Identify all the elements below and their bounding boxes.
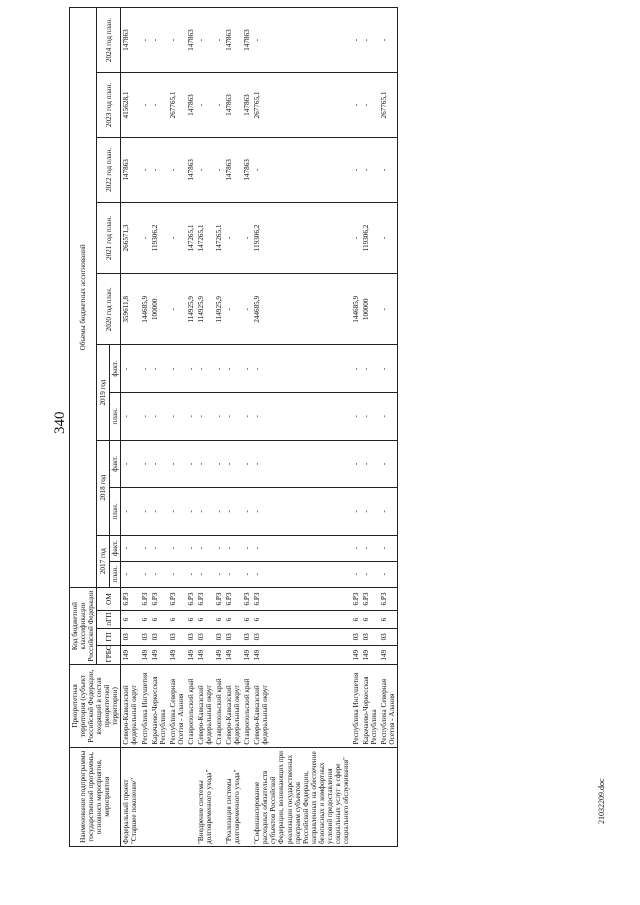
cell-om: 6.Р3 [186, 587, 196, 611]
cell-gp: 03 [121, 628, 140, 645]
cell-territory: Ставропольский край [186, 665, 196, 747]
cell-om: 6.Р3 [252, 587, 351, 611]
header-2017: 2017 год [97, 535, 110, 587]
header-2018-fact: факт. [110, 440, 121, 488]
cell-grbs: 149 [242, 645, 252, 664]
cell-territory: Республика Ингушетия [140, 665, 150, 747]
cell-v2022: - [196, 137, 214, 202]
table-row [214, 8, 224, 847]
header-2024: 2024 год план. [97, 8, 121, 73]
cell-om: 6.Р3 [214, 587, 224, 611]
cell-v2021: - [379, 202, 398, 273]
cell-v2021: 119306,2 [361, 202, 379, 273]
cell-v2024: - [140, 8, 150, 73]
cell-v2020: 114925,9 [186, 274, 196, 345]
cell-v2021: 119306,2 [252, 202, 351, 273]
cell-p2017: - [121, 561, 140, 587]
cell-name [242, 747, 252, 846]
cell-grbs: 149 [186, 645, 196, 664]
cell-p2019: - [361, 393, 379, 441]
cell-grbs: 149 [379, 645, 398, 664]
cell-gp: 03 [150, 628, 168, 645]
table-row [252, 8, 351, 847]
cell-f2017: - [150, 535, 168, 561]
cell-pgp: 6 [121, 611, 140, 628]
cell-v2023: - [140, 73, 150, 138]
cell-p2017: - [168, 561, 186, 587]
cell-f2018: - [121, 440, 140, 488]
cell-f2018: - [196, 440, 214, 488]
cell-territory: Республика Северная Осетия - Алания [168, 665, 186, 747]
cell-om: 6.Р3 [351, 587, 361, 611]
cell-gp: 03 [224, 628, 242, 645]
cell-f2018: - [140, 440, 150, 488]
cell-pgp: 6 [196, 611, 214, 628]
cell-name: "Софинансирование расходных обязательств субъектов Российской Федерации, возникающих при реализации государственных программ субъектов Российской Федерации, направленных на обеспечение безопасных и комфортных условий предоставления социальных услуг в сфере социального обслуживания" [252, 747, 351, 846]
header-grbs: ГРБС [97, 645, 121, 664]
cell-f2019: - [252, 345, 351, 393]
table-row [186, 8, 196, 847]
cell-name [150, 747, 168, 846]
cell-v2020: - [224, 274, 242, 345]
cell-p2018: - [224, 488, 242, 536]
cell-name [140, 747, 150, 846]
cell-f2018: - [252, 440, 351, 488]
cell-territory: Карачаево-Черкесская Республика [150, 665, 168, 747]
cell-p2018: - [379, 488, 398, 536]
cell-v2020: - [242, 274, 252, 345]
cell-v2020: 144685,9 [140, 274, 150, 345]
cell-territory: Северо-Кавказский федеральный округ [121, 665, 140, 747]
header-2023: 2023 год план. [97, 73, 121, 138]
cell-v2024: 147863 [242, 8, 252, 73]
cell-grbs: 149 [252, 645, 351, 664]
table-row [242, 8, 252, 847]
cell-f2019: - [140, 345, 150, 393]
cell-v2022: - [168, 137, 186, 202]
cell-gp: 03 [252, 628, 351, 645]
cell-v2023: 147863 [186, 73, 196, 138]
cell-gp: 03 [196, 628, 214, 645]
cell-v2024: - [196, 8, 214, 73]
cell-grbs: 149 [214, 645, 224, 664]
cell-om: 6.Р3 [224, 587, 242, 611]
cell-p2018: - [361, 488, 379, 536]
cell-p2017: - [140, 561, 150, 587]
header-om: ОМ [97, 587, 121, 611]
cell-v2021: - [140, 202, 150, 273]
cell-v2024: - [150, 8, 168, 73]
cell-gp: 03 [186, 628, 196, 645]
cell-f2019: - [121, 345, 140, 393]
cell-p2019: - [150, 393, 168, 441]
cell-pgp: 6 [214, 611, 224, 628]
header-pgp: пГП [97, 611, 121, 628]
cell-f2017: - [121, 535, 140, 561]
cell-p2017: - [186, 561, 196, 587]
cell-v2020: 100000 [150, 274, 168, 345]
cell-p2017: - [214, 561, 224, 587]
cell-p2019: - [214, 393, 224, 441]
cell-f2018: - [242, 440, 252, 488]
cell-om: 6.Р3 [150, 587, 168, 611]
table-row [196, 8, 214, 847]
cell-v2021: - [351, 202, 361, 273]
cell-om: 6.Р3 [140, 587, 150, 611]
cell-v2023: - [361, 73, 379, 138]
header-gp: ГП [97, 628, 121, 645]
header-territory: Приоритетная территория (субъект Российской Федерации, входящий в состав приоритетной территории) [70, 665, 121, 747]
cell-name [351, 747, 361, 846]
cell-v2021: 147265,1 [196, 202, 214, 273]
cell-p2018: - [150, 488, 168, 536]
cell-v2023: 147863 [224, 73, 242, 138]
cell-v2022: - [379, 137, 398, 202]
header-2018-plan: план. [110, 488, 121, 536]
cell-f2019: - [224, 345, 242, 393]
cell-name [379, 747, 398, 846]
cell-pgp: 6 [242, 611, 252, 628]
cell-v2023: - [351, 73, 361, 138]
cell-v2020: 144685,9 [351, 274, 361, 345]
cell-p2017: - [252, 561, 351, 587]
cell-v2024: - [379, 8, 398, 73]
cell-p2019: - [168, 393, 186, 441]
table-row [150, 8, 168, 847]
cell-p2019: - [351, 393, 361, 441]
cell-f2017: - [186, 535, 196, 561]
cell-f2017: - [361, 535, 379, 561]
cell-om: 6.Р3 [379, 587, 398, 611]
cell-pgp: 6 [379, 611, 398, 628]
cell-v2024: - [168, 8, 186, 73]
cell-pgp: 6 [186, 611, 196, 628]
table-row [224, 8, 242, 847]
cell-p2019: - [196, 393, 214, 441]
cell-f2019: - [351, 345, 361, 393]
cell-grbs: 149 [224, 645, 242, 664]
cell-om: 6.Р3 [196, 587, 214, 611]
cell-grbs: 149 [121, 645, 140, 664]
cell-p2019: - [224, 393, 242, 441]
cell-grbs: 149 [168, 645, 186, 664]
cell-v2021: 266571,3 [121, 202, 140, 273]
table-rotator [69, 7, 589, 847]
cell-pgp: 6 [224, 611, 242, 628]
cell-grbs: 149 [196, 645, 214, 664]
cell-v2024: - [351, 8, 361, 73]
cell-f2019: - [361, 345, 379, 393]
header-budget-code: Код бюджетной классификации Российской Федерации [70, 587, 97, 665]
cell-f2017: - [140, 535, 150, 561]
cell-p2019: - [140, 393, 150, 441]
cell-grbs: 149 [351, 645, 361, 664]
cell-v2021: 119306,2 [150, 202, 168, 273]
cell-f2019: - [196, 345, 214, 393]
cell-f2017: - [196, 535, 214, 561]
cell-v2022: - [150, 137, 168, 202]
cell-p2018: - [168, 488, 186, 536]
cell-v2024: 147863 [224, 8, 242, 73]
cell-v2023: 147863 [242, 73, 252, 138]
cell-pgp: 6 [361, 611, 379, 628]
cell-om: 6.Р3 [168, 587, 186, 611]
table-row [121, 8, 140, 847]
cell-pgp: 6 [150, 611, 168, 628]
cell-f2017: - [214, 535, 224, 561]
cell-name: "Внедрение системы долговременного ухода" [196, 747, 214, 846]
cell-om: 6.Р3 [121, 587, 140, 611]
cell-f2019: - [242, 345, 252, 393]
header-2017-plan: план. [110, 561, 121, 587]
cell-territory: Северо-Кавказский федеральный округ [224, 665, 242, 747]
cell-p2018: - [252, 488, 351, 536]
cell-f2017: - [242, 535, 252, 561]
cell-p2017: - [150, 561, 168, 587]
table-row [379, 8, 398, 847]
cell-name [186, 747, 196, 846]
budget-table [69, 7, 398, 847]
cell-v2020: - [168, 274, 186, 345]
cell-v2022: 147863 [242, 137, 252, 202]
cell-gp: 03 [242, 628, 252, 645]
cell-territory: Северо-Кавказский федеральный округ [252, 665, 351, 747]
table-row [168, 8, 186, 847]
cell-f2018: - [224, 440, 242, 488]
table-header [70, 8, 121, 847]
cell-om: 6.Р3 [361, 587, 379, 611]
cell-v2020: 100000 [361, 274, 379, 345]
cell-f2017: - [252, 535, 351, 561]
cell-territory: Республика Северная Осетия - Алания [379, 665, 398, 747]
cell-f2019: - [168, 345, 186, 393]
cell-gp: 03 [168, 628, 186, 645]
cell-v2020: 359611,8 [121, 274, 140, 345]
cell-v2020: - [379, 274, 398, 345]
cell-name: "Реализация системы долговременного ухода" [224, 747, 242, 846]
header-2019-plan: план. [110, 393, 121, 441]
cell-pgp: 6 [252, 611, 351, 628]
cell-territory: Ставропольский край [242, 665, 252, 747]
cell-v2022: - [361, 137, 379, 202]
cell-f2019: - [150, 345, 168, 393]
header-2020: 2020 год план. [97, 274, 121, 345]
cell-p2018: - [214, 488, 224, 536]
header-2019: 2019 год [97, 345, 110, 440]
cell-v2021: - [168, 202, 186, 273]
cell-v2021: - [242, 202, 252, 273]
cell-territory: Ставропольский край [214, 665, 224, 747]
table-row [361, 8, 379, 847]
cell-v2023: - [196, 73, 214, 138]
cell-f2018: - [361, 440, 379, 488]
cell-v2021: 147265,1 [214, 202, 224, 273]
cell-om: 6.Р3 [242, 587, 252, 611]
cell-name [361, 747, 379, 846]
cell-f2019: - [379, 345, 398, 393]
cell-v2020: 244685,9 [252, 274, 351, 345]
cell-territory: Северо-Кавказский федеральный округ [196, 665, 214, 747]
cell-gp: 03 [351, 628, 361, 645]
cell-v2020: 114925,9 [196, 274, 214, 345]
cell-v2024: - [214, 8, 224, 73]
cell-p2017: - [361, 561, 379, 587]
cell-v2024: - [252, 8, 351, 73]
cell-v2022: - [140, 137, 150, 202]
cell-pgp: 6 [168, 611, 186, 628]
cell-v2023: 415628,1 [121, 73, 140, 138]
cell-p2018: - [242, 488, 252, 536]
cell-v2020: 114925,9 [214, 274, 224, 345]
cell-p2019: - [186, 393, 196, 441]
cell-f2018: - [214, 440, 224, 488]
cell-f2018: - [379, 440, 398, 488]
cell-gp: 03 [214, 628, 224, 645]
cell-territory: Республика Ингушетия [351, 665, 361, 747]
cell-v2022: 147863 [224, 137, 242, 202]
cell-f2018: - [168, 440, 186, 488]
cell-name: Федеральный проект "Старшее поколение" [121, 747, 140, 846]
cell-f2018: - [150, 440, 168, 488]
cell-v2021: 147265,1 [186, 202, 196, 273]
cell-p2019: - [252, 393, 351, 441]
cell-p2019: - [379, 393, 398, 441]
cell-f2017: - [168, 535, 186, 561]
header-2018: 2018 год [97, 440, 110, 535]
cell-gp: 03 [361, 628, 379, 645]
cell-p2018: - [186, 488, 196, 536]
cell-name [214, 747, 224, 846]
header-2021: 2021 год план. [97, 202, 121, 273]
table-row [140, 8, 150, 847]
cell-p2017: - [224, 561, 242, 587]
cell-f2017: - [351, 535, 361, 561]
cell-grbs: 149 [361, 645, 379, 664]
cell-f2019: - [186, 345, 196, 393]
cell-p2019: - [121, 393, 140, 441]
cell-f2018: - [186, 440, 196, 488]
header-2022: 2022 год план. [97, 137, 121, 202]
cell-p2018: - [121, 488, 140, 536]
cell-gp: 03 [379, 628, 398, 645]
cell-v2024: 147863 [186, 8, 196, 73]
cell-pgp: 6 [351, 611, 361, 628]
cell-v2023: 267765,1 [379, 73, 398, 138]
cell-v2023: - [214, 73, 224, 138]
cell-grbs: 149 [140, 645, 150, 664]
cell-p2019: - [242, 393, 252, 441]
cell-f2019: - [214, 345, 224, 393]
cell-p2018: - [140, 488, 150, 536]
cell-territory: Карачаево-Черкесская Республика [361, 665, 379, 747]
cell-v2022: 147863 [121, 137, 140, 202]
cell-name [168, 747, 186, 846]
header-2019-fact: факт. [110, 345, 121, 393]
cell-v2022: - [252, 137, 351, 202]
cell-p2017: - [351, 561, 361, 587]
table-body [121, 8, 398, 847]
cell-p2017: - [196, 561, 214, 587]
header-name: Наименование подпрограммы государственной программы, основного мероприятия, мероприятия [70, 747, 121, 846]
cell-v2023: 267765,1 [252, 73, 351, 138]
cell-v2022: - [214, 137, 224, 202]
cell-p2017: - [242, 561, 252, 587]
table-row [351, 8, 361, 847]
cell-gp: 03 [140, 628, 150, 645]
header-2017-fact: факт. [110, 535, 121, 561]
cell-v2022: - [351, 137, 361, 202]
header-volumes: Объемы бюджетных ассигнований [70, 8, 97, 588]
cell-v2021: - [224, 202, 242, 273]
cell-pgp: 6 [140, 611, 150, 628]
cell-f2017: - [224, 535, 242, 561]
cell-f2017: - [379, 535, 398, 561]
cell-f2018: - [351, 440, 361, 488]
cell-v2023: 267765,1 [168, 73, 186, 138]
cell-grbs: 149 [150, 645, 168, 664]
cell-p2018: - [196, 488, 214, 536]
cell-p2018: - [351, 488, 361, 536]
cell-v2024: - [361, 8, 379, 73]
cell-v2024: 147863 [121, 8, 140, 73]
cell-p2017: - [379, 561, 398, 587]
cell-v2023: - [150, 73, 168, 138]
cell-v2022: 147863 [186, 137, 196, 202]
